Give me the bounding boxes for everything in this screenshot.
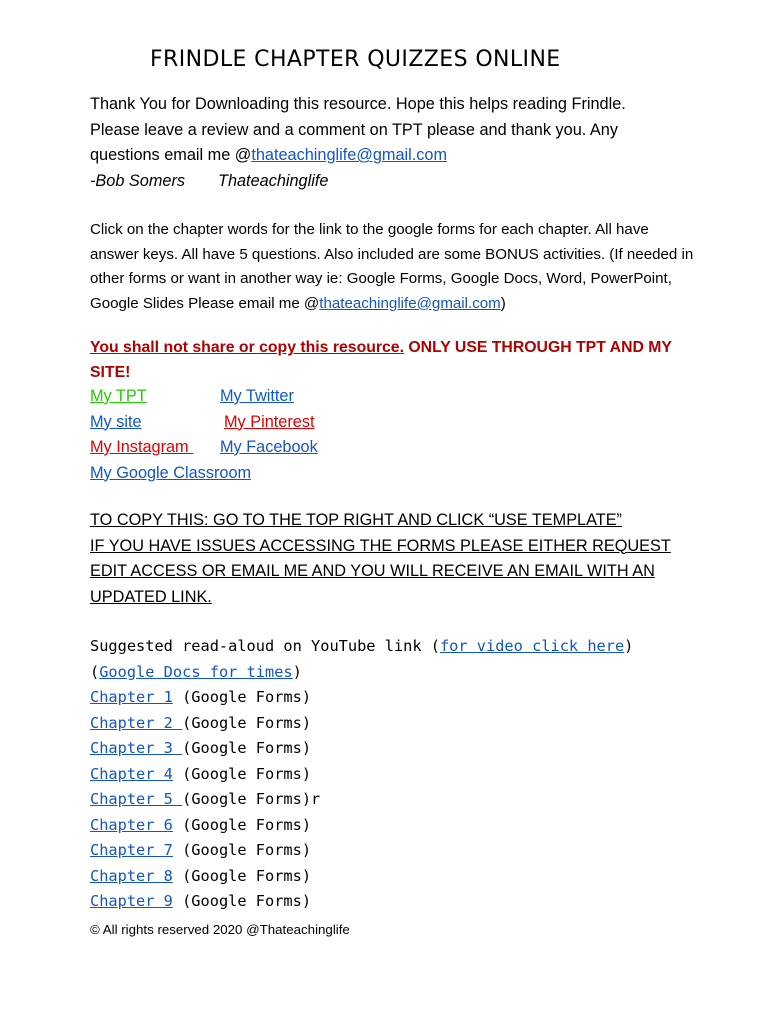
- chapter-item: [90, 813, 633, 839]
- intro-email-prefix: questions email me @: [90, 146, 252, 164]
- copy-notice: [90, 508, 671, 610]
- copy-notice-line-3: EDIT ACCESS OR EMAIL ME AND YOU WILL RECEIVE AN EMAIL WITH AN: [90, 562, 655, 580]
- signature-name: -Bob Somers: [90, 171, 186, 190]
- readaloud-suffix: ): [624, 637, 634, 655]
- chapter-form-label: (Google Forms)r: [182, 790, 321, 808]
- chapter-3-link[interactable]: Chapter 3: [90, 739, 183, 757]
- warning-underlined: You shall not share or copy this resource.: [90, 339, 404, 356]
- link-my-twitter[interactable]: My Twitter: [220, 387, 294, 405]
- link-my-google-classroom[interactable]: My Google Classroom: [90, 463, 252, 482]
- chapter-form-label: (Google Forms): [182, 739, 312, 757]
- chapter-item: [90, 736, 633, 762]
- chapter-item: [90, 685, 633, 711]
- copy-notice-line-2: IF YOU HAVE ISSUES ACCESSING THE FORMS PLEASE EITHER REQUEST: [90, 536, 671, 555]
- link-my-facebook[interactable]: My Facebook: [220, 438, 318, 456]
- chapter-form-label: (Google Forms): [172, 764, 312, 783]
- intro-line-2: Please leave a review and a comment on TPT please and thank you. Any: [90, 120, 618, 139]
- chapter-item: [90, 889, 633, 915]
- chapter-form-label: (Google Forms): [172, 688, 312, 706]
- chapter-item: [90, 711, 633, 737]
- chapter-item: [90, 838, 633, 864]
- chapter-form-label: (Google Forms): [172, 815, 312, 834]
- chapter-form-label: (Google Forms): [172, 892, 312, 910]
- link-my-tpt[interactable]: My TPT: [90, 387, 147, 405]
- intro-email-link[interactable]: thateachinglife@gmail.com: [251, 146, 448, 164]
- chapter-8-link[interactable]: Chapter 8: [90, 866, 173, 885]
- chapter-4-link[interactable]: Chapter 4: [90, 764, 173, 783]
- docs-close-paren: ): [292, 662, 302, 681]
- copy-notice-line-1: TO COPY THIS: GO TO THE TOP RIGHT AND CLICK “USE TEMPLATE”: [90, 511, 622, 529]
- instructions-paragraph: [90, 218, 700, 316]
- chapter-form-label: (Google Forms): [172, 841, 312, 859]
- link-my-instagram[interactable]: My Instagram: [90, 438, 194, 456]
- instructions-email-link[interactable]: thateachinglife@gmail.com: [319, 294, 501, 312]
- signature-brand: Thateachinglife: [218, 171, 329, 190]
- readaloud-prefix: Suggested read-aloud on YouTube link (: [90, 637, 440, 655]
- chapter-item: [90, 762, 633, 788]
- intro-line-3: [90, 143, 690, 169]
- chapter-item: [90, 787, 633, 813]
- link-my-pinterest[interactable]: My Pinterest: [224, 412, 315, 431]
- page-title: FRINDLE CHAPTER QUIZZES ONLINE: [150, 47, 561, 72]
- readaloud-line: [90, 634, 633, 660]
- copyright-footer: © All rights reserved 2020 @Thateachinglife: [90, 922, 350, 937]
- chapter-item: [90, 864, 633, 890]
- intro-line-1: Thank You for Downloading this resource. Hope this helps reading Frindle.: [90, 95, 626, 113]
- signature: [90, 169, 690, 195]
- warning-notice: [90, 335, 700, 385]
- chapter-9-link[interactable]: Chapter 9: [90, 892, 173, 910]
- warning-rest: ONLY USE THROUGH TPT AND MY SITE!: [90, 339, 672, 381]
- chapter-6-link[interactable]: Chapter 6: [90, 815, 173, 834]
- chapter-1-link[interactable]: Chapter 1: [90, 688, 173, 706]
- copy-notice-line-4: UPDATED LINK.: [90, 587, 212, 606]
- intro-section: [90, 92, 690, 194]
- google-docs-times-link[interactable]: Google Docs for times: [99, 662, 293, 681]
- chapter-form-label: (Google Forms): [172, 866, 312, 885]
- video-link[interactable]: for video click here: [439, 637, 625, 655]
- chapter-2-link[interactable]: Chapter 2: [90, 713, 183, 732]
- docs-times-line: [90, 660, 633, 686]
- link-my-site[interactable]: My site: [90, 412, 142, 431]
- instructions-text: Click on the chapter words for the link to the google forms for each chapter. All have answer keys. All have 5 questions. Also included are some BONUS activities. (If needed in other forms or want in another way ie: Google Forms, Google Docs, Word, PowerPoint, Google Slides Please email me @: [90, 221, 694, 312]
- docs-open-paren: (: [90, 662, 100, 681]
- chapter-list: [90, 634, 633, 915]
- instructions-suffix: ): [500, 294, 506, 312]
- chapter-7-link[interactable]: Chapter 7: [90, 841, 173, 859]
- chapter-5-link[interactable]: Chapter 5: [90, 790, 183, 808]
- chapter-form-label: (Google Forms): [182, 713, 312, 732]
